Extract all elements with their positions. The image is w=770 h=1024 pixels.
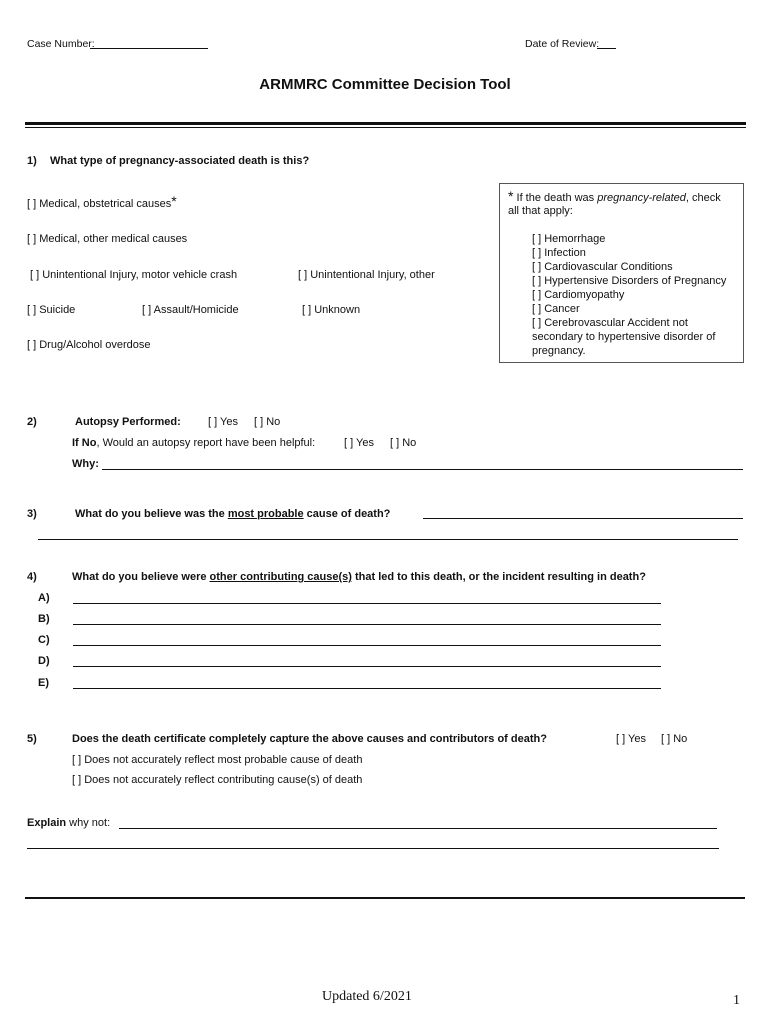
q3-question-post: cause of death? (303, 508, 391, 520)
q4-letter-d: D) (38, 655, 50, 667)
q4-answer-field-a[interactable] (73, 603, 661, 604)
asterisk-marker: * (171, 193, 177, 209)
q5-explain-field-line3[interactable] (25, 897, 745, 899)
box-item-cerebrovascular-cont1: secondary to hypertensive disorder of (532, 331, 716, 343)
q5-no-option[interactable]: [ ] No (661, 733, 688, 745)
q4-answer-field-d[interactable] (73, 666, 661, 667)
q1-number: 1) (27, 155, 37, 167)
q1-option-homicide[interactable]: [ ] Assault/Homicide (142, 304, 239, 316)
box-item-infection[interactable]: [ ] Infection (532, 247, 586, 259)
date-of-review-label: Date of Review: (525, 38, 600, 50)
box-intro-pre: If the death was (516, 192, 598, 204)
q2-yes-option[interactable]: [ ] Yes (208, 416, 238, 428)
q1-option-injury-other[interactable]: [ ] Unintentional Injury, other (298, 269, 435, 281)
q4-number: 4) (27, 571, 37, 583)
q2-helpful-yes-option[interactable]: [ ] Yes (344, 437, 374, 449)
box-intro (508, 188, 721, 204)
box-condition-list (532, 232, 726, 358)
q4-question-post: that led to this death, or the incident resulting in death? (351, 571, 646, 583)
q5-yes-option[interactable]: [ ] Yes (616, 733, 646, 745)
page-title: ARMMRC Committee Decision Tool (259, 76, 511, 93)
q4-letter-c: C) (38, 634, 50, 646)
q3-question-pre: What do you believe was the (75, 508, 228, 520)
q3-answer-field-line2[interactable] (38, 539, 738, 540)
pregnancy-related-box (499, 183, 744, 363)
q3-question-underlined: most probable (227, 508, 304, 520)
date-of-review-field[interactable] (597, 48, 616, 49)
q4-answer-field-e[interactable] (73, 688, 661, 689)
q2-why-label: Why: (72, 458, 99, 470)
q2-if-no-question (72, 437, 315, 449)
q2-why-field[interactable] (102, 469, 743, 470)
box-intro-post: , check (685, 192, 721, 204)
q4-question-pre: What do you believe were (72, 571, 210, 583)
q5-explain-rest: why not: (66, 817, 111, 829)
q5-question: Does the death certificate completely capture the above causes and contributors of death? (72, 733, 547, 745)
q2-helpful-no-option[interactable]: [ ] No (390, 437, 417, 449)
q2-label: Autopsy Performed: (75, 416, 181, 428)
q5-explain-bold: Explain (27, 817, 67, 829)
q2-number: 2) (27, 416, 37, 428)
q4-letter-e: E) (38, 677, 49, 689)
box-item-cerebrovascular[interactable]: [ ] Cerebrovascular Accident not (532, 317, 688, 329)
box-asterisk: * (508, 188, 514, 204)
q4-question-underlined: other contributing cause(s) (209, 571, 352, 583)
title-rule-thin (25, 127, 746, 128)
q1-option-suicide[interactable]: [ ] Suicide (27, 304, 76, 316)
q5-number: 5) (27, 733, 37, 745)
page-number: 1 (733, 993, 740, 1008)
q1-option-motor-vehicle[interactable]: [ ] Unintentional Injury, motor vehicle crash (30, 269, 238, 281)
box-item-cardiovascular[interactable]: [ ] Cardiovascular Conditions (532, 261, 673, 273)
q4-answer-field-c[interactable] (73, 645, 661, 646)
box-item-cardiomyopathy[interactable]: [ ] Cardiomyopathy (532, 289, 625, 301)
q1-option-unknown[interactable]: [ ] Unknown (302, 304, 361, 316)
q2-no-option[interactable]: [ ] No (254, 416, 281, 428)
q2-if-no-bold: If No (72, 437, 97, 449)
q3-answer-field[interactable] (423, 518, 743, 519)
q5-option-contributing[interactable]: [ ] Does not accurately reflect contributing cause(s) of death (72, 774, 363, 786)
q4-letter-a: A) (38, 592, 50, 604)
q1-question: What type of pregnancy-associated death is this? (50, 155, 310, 167)
q1-option-obstetrical[interactable] (27, 193, 177, 210)
box-item-cancer[interactable]: [ ] Cancer (532, 303, 580, 315)
box-item-cerebrovascular-cont2: pregnancy. (532, 345, 586, 357)
box-intro-line2: all that apply: (508, 205, 573, 217)
box-intro-italic: pregnancy-related (597, 192, 686, 204)
q4-letter-b: B) (38, 613, 50, 625)
q1-option-other-medical[interactable]: [ ] Medical, other medical causes (27, 233, 188, 245)
box-item-hemorrhage[interactable]: [ ] Hemorrhage (532, 233, 606, 245)
q2-if-no-rest: , Would an autopsy report have been helpful: (96, 437, 316, 449)
footer-updated-date: Updated 6/2021 (322, 989, 412, 1004)
q4-answer-field-b[interactable] (73, 624, 661, 625)
q5-explain-field[interactable] (119, 828, 717, 829)
q4-question (72, 571, 646, 583)
title-rule-thick (25, 122, 746, 125)
q5-option-most-probable[interactable]: [ ] Does not accurately reflect most probable cause of death (72, 754, 363, 766)
q5-explain-field-line2[interactable] (27, 848, 719, 849)
q5-explain-label (27, 817, 110, 829)
box-item-hypertensive[interactable]: [ ] Hypertensive Disorders of Pregnancy (532, 275, 727, 287)
q1-option-overdose[interactable]: [ ] Drug/Alcohol overdose (27, 339, 151, 351)
q3-number: 3) (27, 508, 37, 520)
q3-question (75, 508, 390, 520)
q1-option-obstetrical-label: [ ] Medical, obstetrical causes (27, 198, 172, 210)
case-number-field[interactable] (90, 48, 208, 49)
case-number-label: Case Number: (27, 38, 95, 50)
